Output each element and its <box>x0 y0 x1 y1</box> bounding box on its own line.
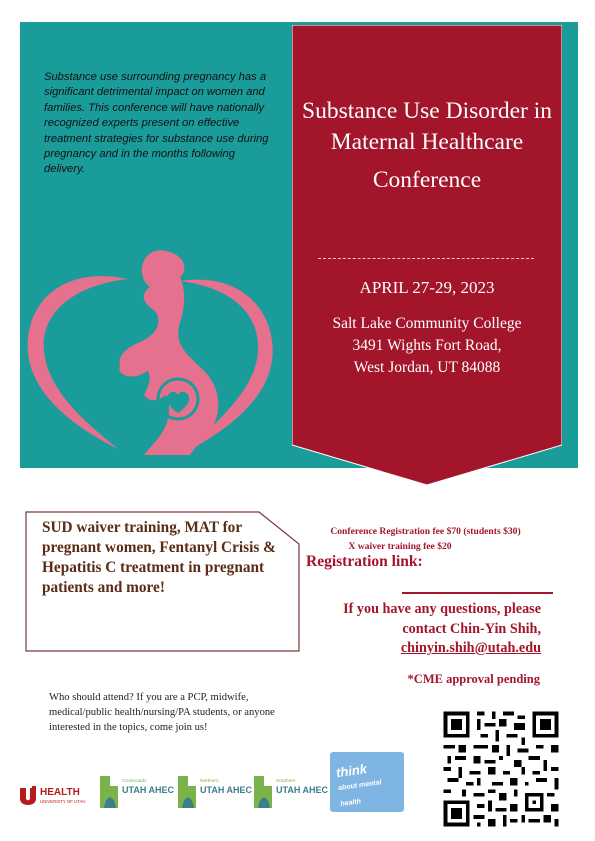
contact-line-2: contact Chin-Yin Shih, <box>402 620 541 637</box>
venue-address <box>298 313 556 379</box>
think-logo-text: think about mental health <box>335 761 382 808</box>
uhealth-wordmark <box>40 788 85 806</box>
venue-city: West Jordan, UT 84088 <box>353 359 501 376</box>
conference-title <box>298 96 556 196</box>
conference-date: APRIL 27-29, 2023 <box>359 278 495 297</box>
southern-ahec-label: Southern UTAH AHEC <box>276 779 328 795</box>
title-conference: Conference <box>372 167 482 193</box>
northern-ahec-label: Northern UTAH AHEC <box>200 779 252 795</box>
conference-fee: Conference Registration fee $70 (students $30) <box>330 526 521 537</box>
title-banner <box>292 25 562 485</box>
pregnant-woman-heart-illustration <box>20 225 280 470</box>
contact-info <box>300 600 541 659</box>
contact-email-link[interactable]: chinyin.shih@utah.edu <box>400 640 541 656</box>
heart-outline-left <box>28 276 128 449</box>
contact-line-1: If you have any questions, please <box>343 601 541 617</box>
uhealth-name: HEALTH <box>40 787 80 798</box>
title-main: Substance Use Disorder in Maternal Healthcare <box>302 98 552 155</box>
cme-note: *CME approval pending <box>407 672 540 686</box>
registration-link-label: Registration link: <box>306 553 423 570</box>
intro-paragraph: Substance use surrounding pregnancy has a significant detrimental impact on women and families. This conference will have nationally recognized experts present on effective treatment strategies for substance use during pregnancy and in the months following delivery. <box>44 71 269 176</box>
crossroads-ahec-label: Crossroads UTAH AHEC <box>122 779 174 795</box>
audience-text: Who should attend? If you are a PCP, midwife, medical/public health/nursing/PA students, or anyone interested in the topics, come join us! <box>49 692 275 733</box>
venue-street: 3491 Wights Fort Road, <box>352 337 502 354</box>
registration-divider <box>402 592 553 594</box>
topics-text: SUD waiver training, MAT for pregnant women, Fentanyl Crisis & Hepatitis C treatment in pregnant patients and more! <box>42 519 276 596</box>
venue-name: Salt Lake Community College <box>332 315 522 332</box>
banner-divider <box>318 258 534 259</box>
uhealth-sub: UNIVERSITY OF UTAH <box>40 799 86 804</box>
waiver-fee: X waiver training fee $20 <box>348 541 452 552</box>
registration-qr-code[interactable] <box>440 708 562 830</box>
